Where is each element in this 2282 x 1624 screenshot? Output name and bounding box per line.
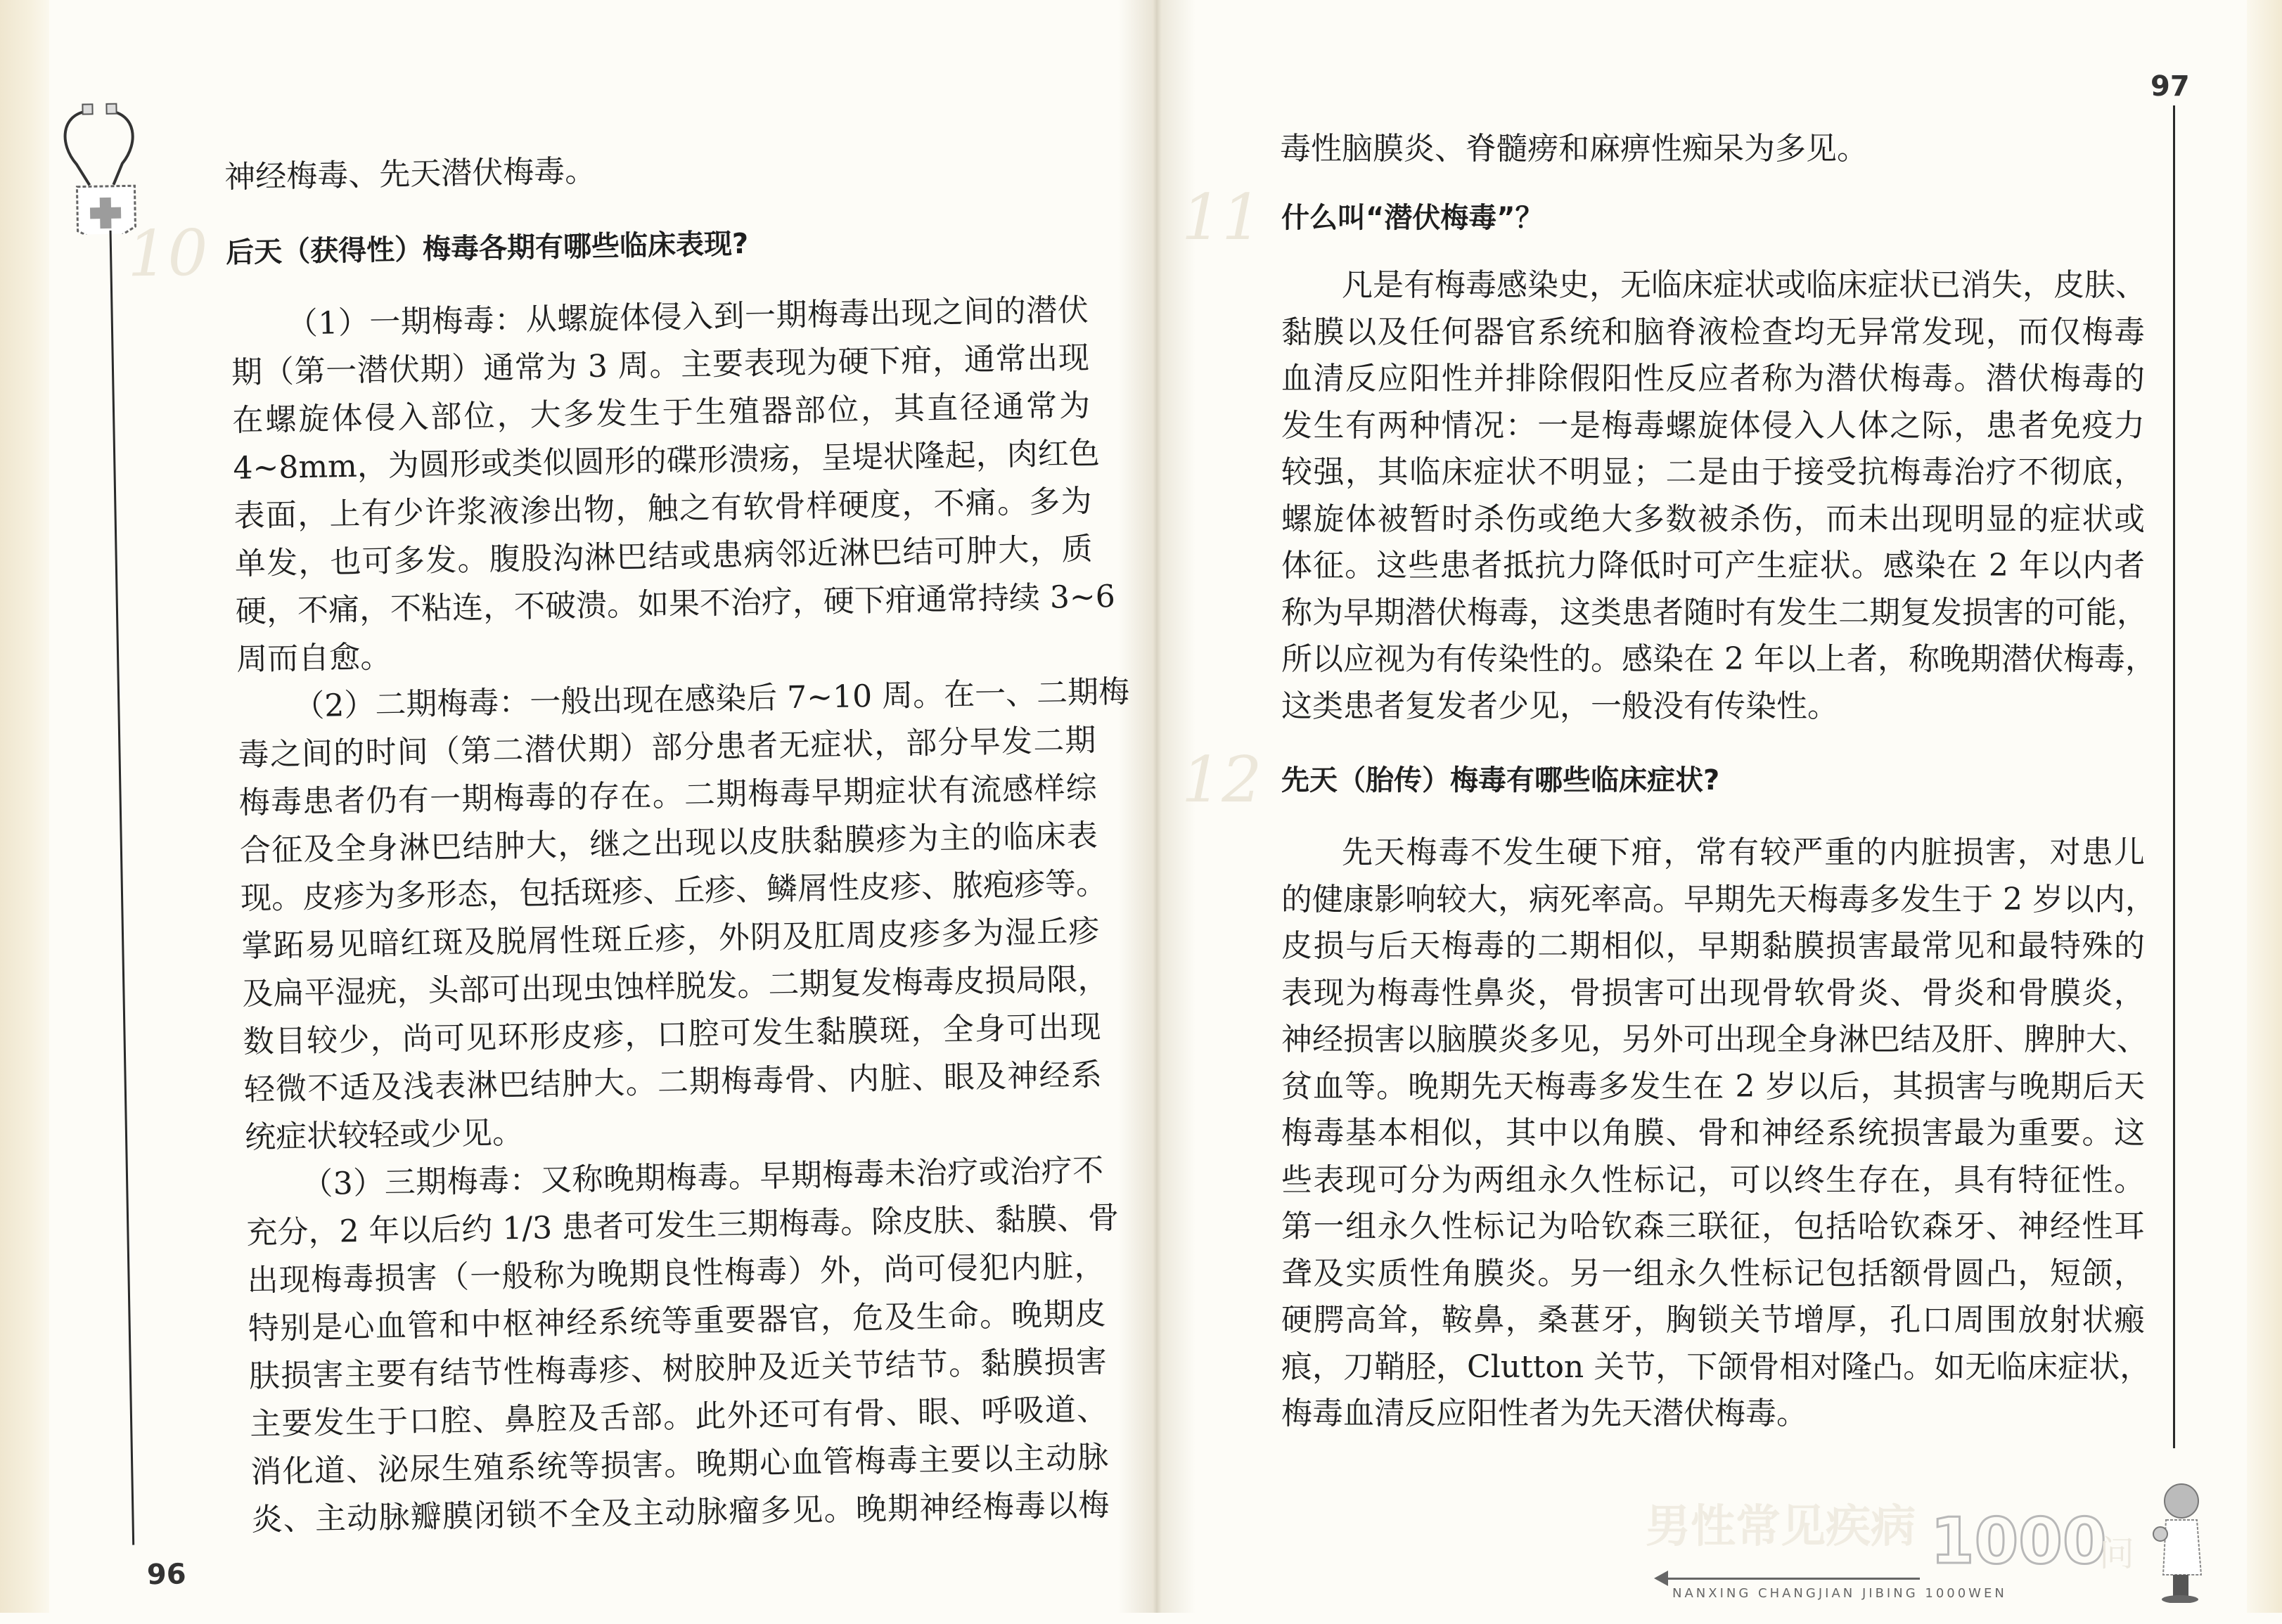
body-line: （1）一期梅毒：从螺旋体侵入到一期梅毒出现之间的潜伏	[286, 292, 1089, 342]
body-line: 合征及全身淋巴结肿大，继之出现以皮肤黏膜疹为主的临床表	[239, 818, 1098, 869]
body-line: 期（第一潜伏期）通常为 3 周。主要表现为硬下疳，通常出现	[231, 340, 1090, 391]
page-number-left: 96	[146, 1558, 186, 1592]
body-line: 这类患者复发者少见，一般没有传染性。	[1281, 688, 1838, 724]
stethoscope-icon	[54, 86, 148, 235]
body-line: 发生有两种情况：一是梅毒螺旋体侵入人体之际，患者免疫力	[1281, 407, 2145, 444]
body-line: 在螺旋体侵入部位，大多发生于生殖器部位，其直径通常为	[231, 387, 1091, 439]
body-line: 先天梅毒不发生硬下疳，常有较严重的内脏损害，对患儿	[1342, 834, 2145, 870]
question-heading: 什么叫“潜伏梅毒”？	[1281, 202, 1544, 234]
body-line: 黏膜以及任何器官系统和脑脊液检查均无异常发现，而仅梅毒	[1281, 314, 2145, 350]
body-line: 炎、主动脉瓣膜闭锁不全及主动脉瘤多见。晚期神经梅毒以梅	[251, 1487, 1110, 1538]
body-line: 消化道、泌尿生殖系统等损害。晚期心血管梅毒主要以主动脉	[250, 1439, 1109, 1490]
body-line: 螺旋体被暂时杀伤或绝大多数被杀伤，而未出现明显的症状或	[1281, 501, 2145, 537]
intro-line: 毒性脑膜炎、脊髓痨和麻痹性痴呆为多见。	[1280, 131, 1868, 167]
body-line: 掌跖易见暗红斑及脱屑性斑丘疹，外阴及肛周皮疹多为湿丘疹	[241, 913, 1100, 965]
body-line: （2）二期梅毒：一般出现在感染后 7~10 周。在一、二期梅	[293, 674, 1130, 725]
book-title-watermark: 男性常见疾病	[1646, 1501, 1916, 1553]
body-line: 体征。这些患者抵抗力降低时可产生症状。感染在 2 年以内者	[1281, 548, 2145, 584]
back-arrow-icon	[1667, 1578, 1920, 1580]
body-line: 聋及实质性角膜炎。另一组永久性标记包括额骨圆凸，短颌，	[1281, 1255, 2145, 1291]
body-line: 肤损害主要有结节性梅毒疹、树胶肿及近关节结节。黏膜损害	[248, 1343, 1108, 1395]
body-line: 所以应视为有传染性的。感染在 2 年以上者，称晚期潜伏梅毒，	[1281, 641, 2156, 677]
body-line: 表面，上有少许浆液渗出物，触之有软骨样硬度，不痛。多为	[233, 483, 1092, 534]
question-heading: 后天（获得性）梅毒各期有哪些临床表现?	[225, 228, 749, 269]
body-line: 些表现可分为两组永久性标记，可以终生存在，具有特征性。	[1281, 1161, 2145, 1198]
body-line: 凡是有梅毒感染史，无临床症状或临床症状已消失，皮肤、	[1342, 267, 2146, 303]
body-line: 痕，刀鞘胫，Clutton 关节，下颌骨相对隆凸。如无临床症状，	[1281, 1348, 2151, 1385]
body-line: 血清反应阳性并排除假阳性反应者称为潜伏梅毒。潜伏梅毒的	[1281, 361, 2145, 397]
right-page	[1160, 0, 2282, 1613]
body-line: 轻微不适及浅表淋巴结肿大。二期梅毒骨、内脏、眼及神经系	[243, 1057, 1103, 1108]
page-number-right: 97	[2150, 70, 2190, 103]
body-line: 神经损害以脑膜炎多见，另外可出现全身淋巴结及肝、脾肿大、	[1281, 1022, 2148, 1057]
body-line: 4~8mm，为圆形或类似圆形的碟形溃疡，呈堤状隆起，肉红色	[233, 435, 1101, 486]
body-line: 数目较少，尚可见环形皮疹，口腔可发生黏膜斑，全身可出现	[243, 1009, 1101, 1060]
question-heading: 先天（胎传）梅毒有哪些临床症状?	[1281, 764, 1720, 797]
book-title-number: 1000	[1930, 1504, 2107, 1578]
body-line: 的健康影响较大，病死率高。早期先天梅毒多发生于 2 岁以内，	[1281, 881, 2156, 917]
body-line: 单发，也可多发。腹股沟淋巴结或患病邻近淋巴结可肿大，质	[234, 531, 1094, 582]
left-margin-rule	[110, 231, 135, 1545]
book-title-pinyin: NANXING CHANGJIAN JIBING 1000WEN	[1672, 1586, 2007, 1601]
body-line: 出现梅毒损害（一般称为晚期良性梅毒）外，尚可侵犯内脏，	[247, 1248, 1105, 1299]
body-line: 充分，2 年以后约 1/3 患者可发生三期梅毒。除皮肤、黏膜、骨	[246, 1200, 1120, 1251]
question-number-watermark: 11	[1181, 181, 1262, 254]
body-line: 现。皮疹为多形态，包括斑疹、丘疹、鳞屑性皮疹、脓疱疹等。	[240, 865, 1108, 917]
body-line: 梅毒血清反应阳性者为先天潜伏梅毒。	[1281, 1396, 1807, 1431]
body-line: 称为早期潜伏梅毒，这类患者随时有发生二期复发损害的可能，	[1281, 594, 2148, 631]
body-line: 统症状较轻或少见。	[244, 1114, 524, 1156]
body-line: 梅毒基本相似，其中以角膜、骨和神经系统损害最为重要。这	[1281, 1115, 2145, 1151]
body-line: 硬，不痛，不粘连，不破溃。如果不治疗，硬下疳通常持续 3~6	[235, 578, 1116, 630]
intro-line: 神经梅毒、先天潜伏梅毒。	[224, 153, 596, 195]
body-line: 皮损与后天梅毒的二期相似，早期黏膜损害最常见和最特殊的	[1281, 928, 2145, 964]
body-line: 表现为梅毒性鼻炎，骨损害可出现骨软骨炎、骨炎和骨膜炎，	[1281, 974, 2145, 1011]
body-line: （3）三期梅毒：又称晚期梅毒。早期梅毒未治疗或治疗不	[301, 1152, 1104, 1203]
question-number-watermark: 10	[127, 216, 209, 292]
body-line: 贫血等。晚期先天梅毒多发生在 2 岁以后，其损害与晚期后天	[1281, 1068, 2145, 1104]
body-line: 较强，其临床症状不明显；二是由于接受抗梅毒治疗不彻底，	[1281, 454, 2145, 490]
body-line: 第一组永久性标记为哈钦森三联征，包括哈钦森牙、神经性耳	[1281, 1209, 2145, 1244]
body-line: 梅毒患者仍有一期梅毒的存在。二期梅毒早期症状有流感样综	[238, 770, 1098, 821]
body-line: 特别是心血管和中枢神经系统等重要器官，危及生命。晚期皮	[248, 1296, 1107, 1347]
body-line: 主要发生于口腔、鼻腔及舌部。此外还可有骨、眼、呼吸道、	[249, 1391, 1108, 1443]
book-title-suffix: 问	[2099, 1533, 2134, 1574]
body-line: 毒之间的时间（第二潜伏期）部分患者无症状，部分早发二期	[238, 722, 1096, 773]
right-margin-rule	[2173, 105, 2175, 1448]
question-number-watermark: 12	[1181, 743, 1262, 817]
body-line: 周而自愈。	[236, 638, 392, 678]
body-line: 硬腭高耸，鞍鼻，桑葚牙，胸锁关节增厚，孔口周围放射状瘢	[1281, 1302, 2145, 1338]
body-line: 及扁平湿疣，头部可出现虫蚀样脱发。二期复发梅毒皮损局限，	[242, 961, 1109, 1012]
doctor-illustration-icon	[2145, 1476, 2222, 1603]
